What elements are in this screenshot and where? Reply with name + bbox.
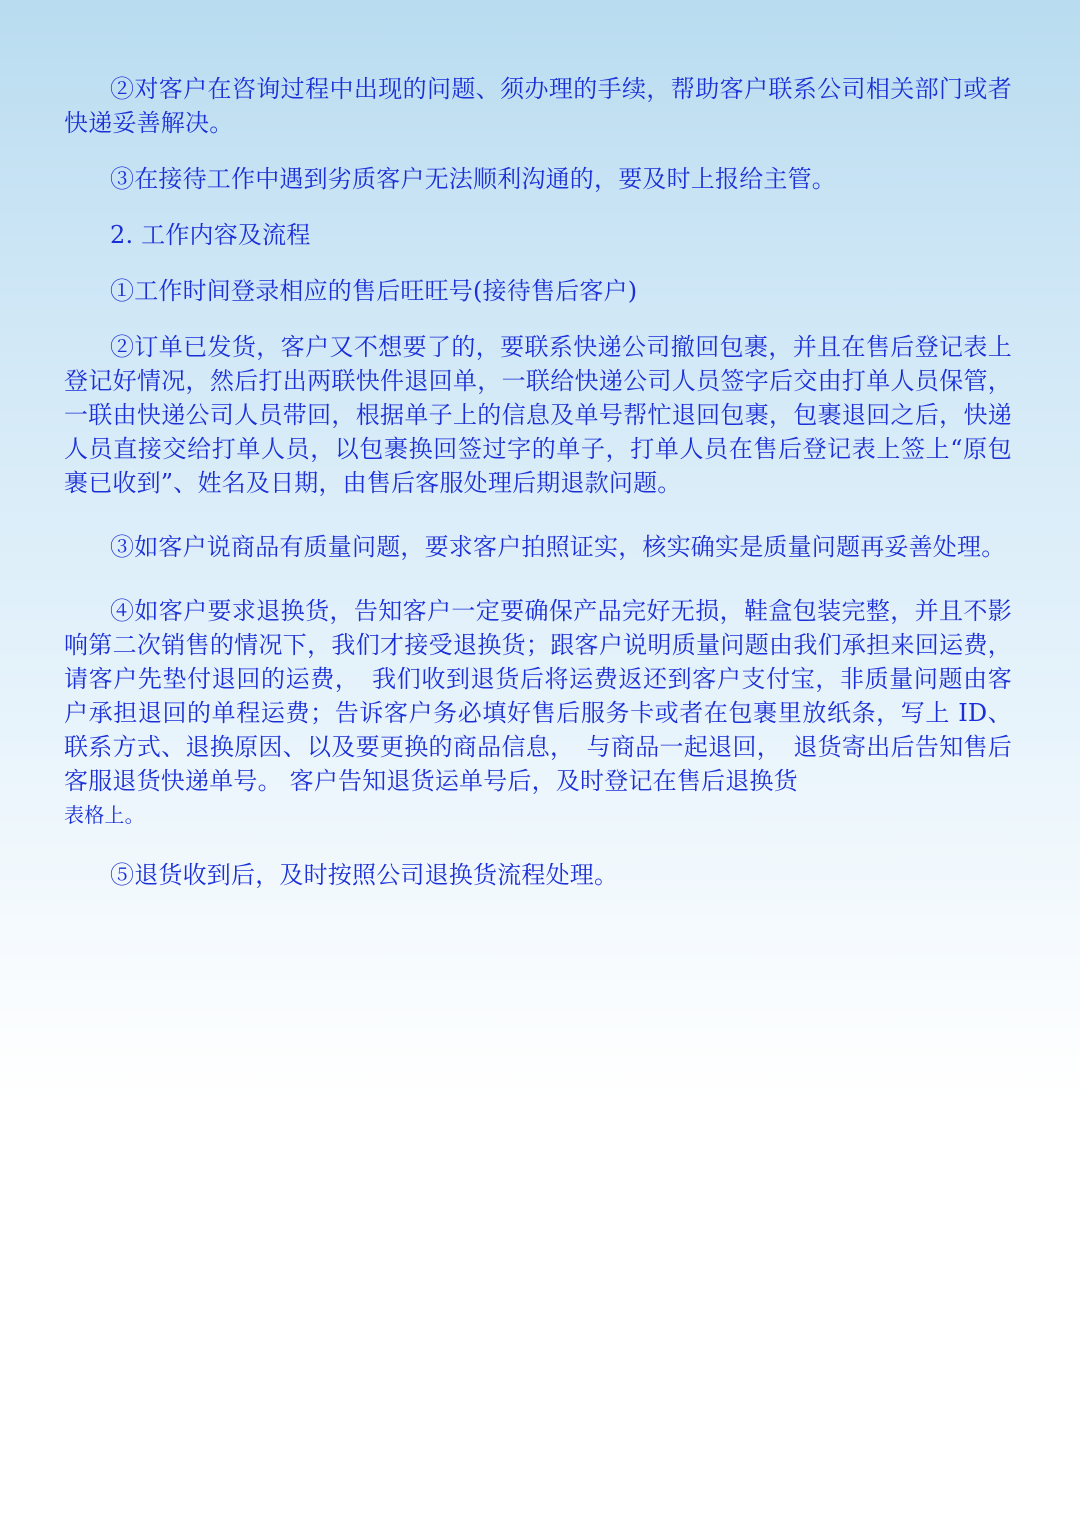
document-body (64, 72, 1012, 892)
paragraph-report-to-supervisor: ③在接待工作中遇到劣质客户无法顺利沟通的，要及时上报给主管。 (110, 165, 836, 193)
paragraph-return-exchange-tail: 表格上。 (64, 803, 145, 827)
paragraph-return-exchange: ④如客户要求退换货，告知客户一定要确保产品完好无损，鞋盒包装完整，并且不影响第二次销售的情况下，我们才接受退换货；跟客户说明质量问题由我们承担来回运费，请客户先垫付退回的运费， 我们收到退货后将运费返还到客户支付宝，非质量问题由客户承担退回的单程运费；告诉客户务必填好售后服务卡或者在包裹里放纸条，写上 ID、 联系方式、退换原因、以及要更换的商品信息， 与商品一起退回， 退货寄出后告知售后客服退货快递单号。 客户告知退货运单号后，及时登记在售后退换货 (64, 597, 1012, 795)
paragraph-shipped-order-return: ②订单已发货，客户又不想要了的，要联系快递公司撤回包裹，并且在售后登记表上登记好情况，然后打出两联快件退回单，一联给快递公司人员签字后交由打单人员保管，一联由快递公司人员带回，根据单子上的信息及单号帮忙退回包裹，包裹退回之后，快递人员直接交给打单人员，以包裹换回签过字的单子，打单人员在售后登记表上签上“原包裹已收到”、姓名及日期，由售后客服处理后期退款问题。 (64, 333, 1012, 497)
paragraph-quality-issue: ③如客户说商品有质量问题，要求客户拍照证实，核实确实是质量问题再妥善处理。 (110, 533, 1006, 561)
paragraph-contact-departments: ②对客户在咨询过程中出现的问题、须办理的手续，帮助客户联系公司相关部门或者快递妥善解决。 (64, 75, 1012, 137)
paragraph-process-returns: ⑤退货收到后，及时按照公司退换货流程处理。 (110, 861, 619, 889)
paragraph-login-wangwang: ①工作时间登录相应的售后旺旺号(接待售后客户) (110, 277, 638, 305)
section-heading-work-content: 2. 工作内容及流程 (110, 221, 311, 249)
